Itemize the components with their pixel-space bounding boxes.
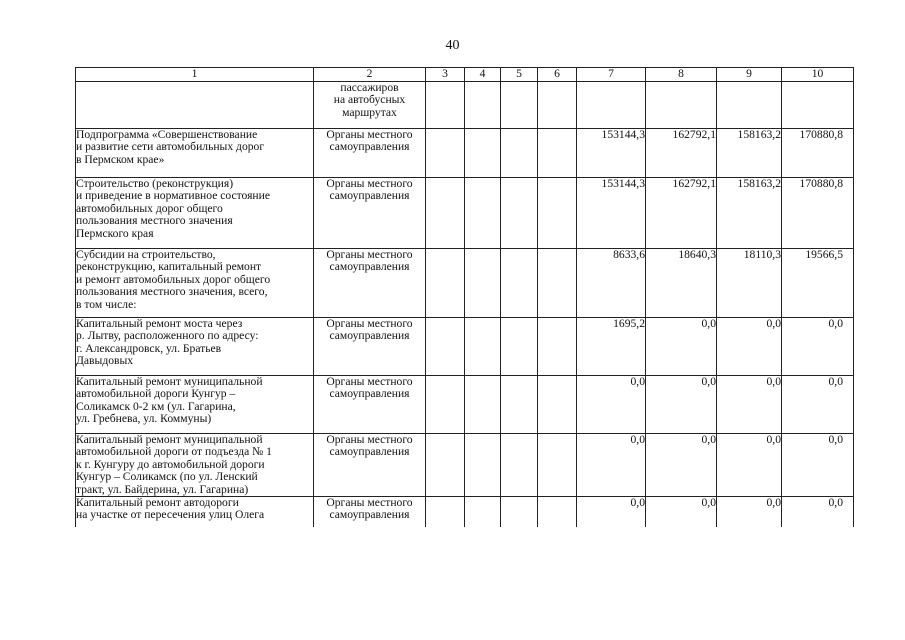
value-col7: 1695,2 — [577, 318, 646, 376]
value-col10: 0,0 — [782, 318, 854, 376]
table-row — [76, 82, 854, 129]
value-col9: 158163,2 — [717, 178, 782, 249]
empty-cell — [538, 318, 577, 376]
page-number: 40 — [445, 38, 460, 53]
executor-cell — [314, 434, 426, 497]
value-col8: 0,0 — [646, 376, 717, 434]
empty-cell — [501, 129, 538, 178]
column-header: 4 — [465, 68, 501, 82]
row-name-cell — [76, 249, 314, 318]
value-col9: 0,0 — [717, 318, 782, 376]
empty-cell — [465, 434, 501, 497]
column-header: 8 — [646, 68, 717, 82]
column-header: 3 — [426, 68, 465, 82]
value-col9: 158163,2 — [717, 129, 782, 178]
empty-cell — [501, 82, 538, 129]
value-col10 — [782, 82, 854, 129]
row-name: Капитальный ремонт муниципальной автомобильной дороги Кунгур – Соликамск 0-2 км (ул. Гагарина, ул. Гребнева, ул. Коммуны) — [76, 375, 263, 426]
empty-cell — [501, 434, 538, 497]
value-col9: 18110,3 — [717, 249, 782, 318]
value-col7: 153144,3 — [577, 129, 646, 178]
value-col8: 0,0 — [646, 497, 717, 528]
executor-cell — [314, 318, 426, 376]
row-name: Капитальный ремонт моста через р. Лытву, расположенного по адресу: г. Александровск, ул. Братьев Давыдовых — [76, 317, 259, 368]
value-col7: 0,0 — [577, 434, 646, 497]
table-row — [76, 497, 854, 528]
value-col8: 18640,3 — [646, 249, 717, 318]
row-name-cell — [76, 376, 314, 434]
table-row — [76, 249, 854, 318]
value-col7: 153144,3 — [577, 178, 646, 249]
empty-cell — [501, 249, 538, 318]
empty-cell — [465, 129, 501, 178]
executor-cell — [314, 376, 426, 434]
executor: Органы местного самоуправления — [326, 128, 413, 154]
value-col10: 19566,5 — [782, 249, 854, 318]
empty-cell — [501, 497, 538, 528]
empty-cell — [501, 318, 538, 376]
value-col9: 0,0 — [717, 376, 782, 434]
value-col9: 0,0 — [717, 497, 782, 528]
budget-table — [75, 67, 854, 527]
empty-cell — [426, 497, 465, 528]
value-col7: 0,0 — [577, 376, 646, 434]
value-col8: 0,0 — [646, 318, 717, 376]
table-row — [76, 376, 854, 434]
executor-cell — [314, 249, 426, 318]
empty-cell — [538, 497, 577, 528]
empty-cell — [426, 249, 465, 318]
table-row — [76, 129, 854, 178]
column-header: 9 — [717, 68, 782, 82]
column-header: 5 — [501, 68, 538, 82]
column-header: 1 — [76, 68, 314, 82]
table-row — [76, 434, 854, 497]
empty-cell — [538, 82, 577, 129]
value-col8 — [646, 82, 717, 129]
empty-cell — [426, 82, 465, 129]
row-name: Субсидии на строительство, реконструкцию, капитальный ремонт и ремонт автомобильных дорог общего пользования местного значения, всего, в том числе: — [76, 248, 271, 311]
column-header: 10 — [782, 68, 854, 82]
header-row — [76, 68, 854, 82]
column-header: 6 — [538, 68, 577, 82]
empty-cell — [465, 178, 501, 249]
empty-cell — [538, 249, 577, 318]
empty-cell — [538, 434, 577, 497]
executor: Органы местного самоуправления — [326, 375, 413, 401]
value-col7: 8633,6 — [577, 249, 646, 318]
executor-cell — [314, 82, 426, 129]
column-header: 2 — [314, 68, 426, 82]
executor: пассажиров на автобусных маршрутах — [333, 81, 406, 119]
row-name-cell — [76, 434, 314, 497]
row-name: Капитальный ремонт муниципальной автомобильной дороги от подъезда № 1 к г. Кунгуру до автомобильной дороги Кунгур – Соликамск (по ул. Ленский тракт, ул. Байдерина, ул. Гагарина) — [76, 433, 272, 496]
executor-cell — [314, 497, 426, 528]
row-name: Капитальный ремонт автодороги на участке от пересечения улиц Олега — [76, 496, 265, 522]
executor-cell — [314, 178, 426, 249]
empty-cell — [538, 376, 577, 434]
row-name: Строительство (реконструкция) и приведение в нормативное состояние автомобильных дорог общего пользования местного значения Пермского края — [76, 177, 270, 240]
empty-cell — [426, 129, 465, 178]
empty-cell — [426, 178, 465, 249]
empty-cell — [426, 434, 465, 497]
executor: Органы местного самоуправления — [326, 496, 413, 522]
table-row — [76, 318, 854, 376]
empty-cell — [501, 178, 538, 249]
empty-cell — [426, 376, 465, 434]
empty-cell — [465, 497, 501, 528]
row-name: Подпрограмма «Совершенствование и развитие сети автомобильных дорог в Пермском крае» — [76, 128, 265, 166]
row-name-cell — [76, 82, 314, 129]
empty-cell — [501, 376, 538, 434]
value-col10: 170880,8 — [782, 178, 854, 249]
executor-cell — [314, 129, 426, 178]
empty-cell — [538, 178, 577, 249]
empty-cell — [426, 318, 465, 376]
empty-cell — [465, 249, 501, 318]
table-row — [76, 178, 854, 249]
column-header: 7 — [577, 68, 646, 82]
executor: Органы местного самоуправления — [326, 433, 413, 459]
empty-cell — [465, 376, 501, 434]
value-col8: 162792,1 — [646, 178, 717, 249]
row-name-cell — [76, 318, 314, 376]
empty-cell — [538, 129, 577, 178]
row-name-cell — [76, 129, 314, 178]
empty-cell — [465, 82, 501, 129]
value-col10: 170880,8 — [782, 129, 854, 178]
empty-cell — [465, 318, 501, 376]
value-col9 — [717, 82, 782, 129]
value-col9: 0,0 — [717, 434, 782, 497]
row-name-cell — [76, 497, 314, 528]
executor: Органы местного самоуправления — [326, 317, 413, 343]
executor: Органы местного самоуправления — [326, 177, 413, 203]
row-name-cell — [76, 178, 314, 249]
value-col10: 0,0 — [782, 376, 854, 434]
value-col8: 162792,1 — [646, 129, 717, 178]
value-col7: 0,0 — [577, 497, 646, 528]
value-col7 — [577, 82, 646, 129]
value-col8: 0,0 — [646, 434, 717, 497]
executor: Органы местного самоуправления — [326, 248, 413, 274]
value-col10: 0,0 — [782, 497, 854, 528]
value-col10: 0,0 — [782, 434, 854, 497]
